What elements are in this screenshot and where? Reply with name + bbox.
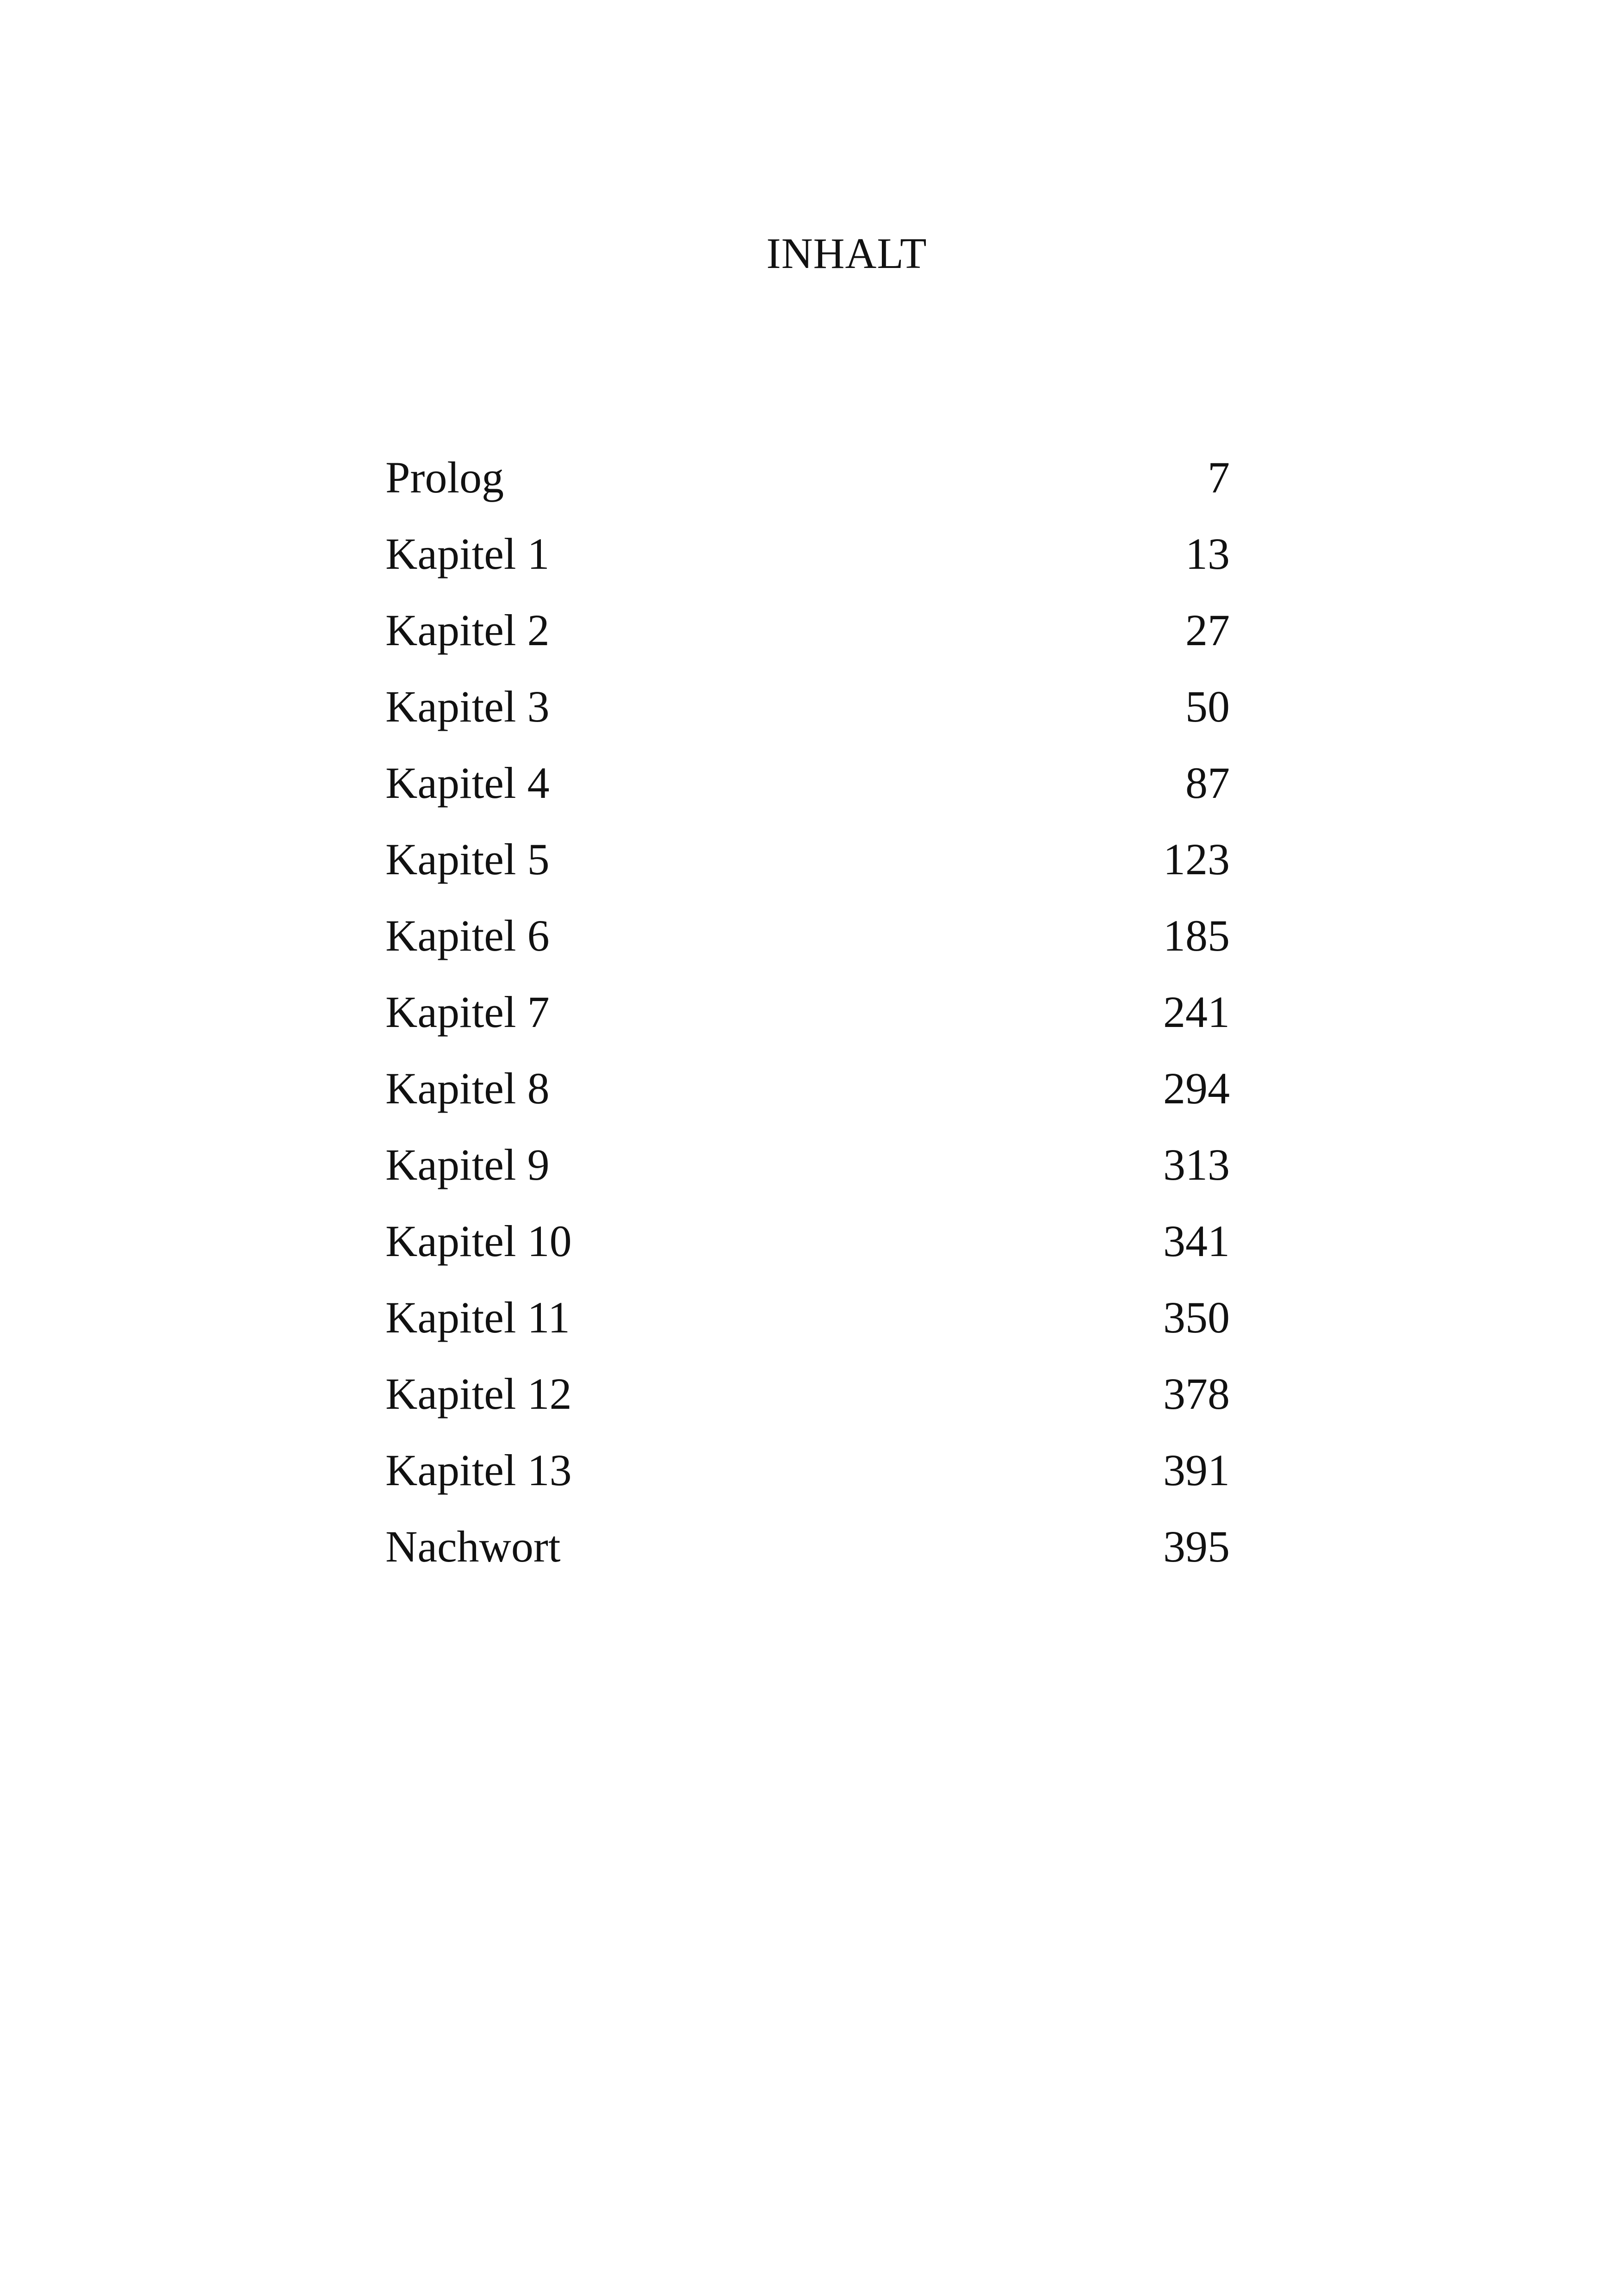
toc-entry-page: 378 xyxy=(1163,1369,1230,1419)
toc-entry-label: Kapitel 6 xyxy=(385,911,550,960)
toc-entry-label: Prolog xyxy=(385,453,504,502)
toc-entry-label: Nachwort xyxy=(385,1522,561,1571)
toc-entry-label: Kapitel 5 xyxy=(385,834,550,884)
toc-entry-page: 13 xyxy=(1185,529,1230,579)
toc-entry-page: 123 xyxy=(1163,834,1230,884)
toc-entry xyxy=(385,903,1230,980)
toc-entry-label: Kapitel 4 xyxy=(385,758,550,808)
toc-entry-label: Kapitel 11 xyxy=(385,1293,570,1342)
toc-entry-label: Kapitel 10 xyxy=(385,1216,572,1266)
toc-entry-label: Kapitel 7 xyxy=(385,987,550,1037)
toc-entry-page: 27 xyxy=(1185,605,1230,655)
toc-entry xyxy=(385,1056,1230,1132)
toc-entry xyxy=(385,1285,1230,1362)
toc-entry xyxy=(385,751,1230,827)
toc-entry-page: 241 xyxy=(1163,987,1230,1037)
toc-entry-page: 313 xyxy=(1163,1140,1230,1189)
toc-entry xyxy=(385,1132,1230,1209)
toc-entry xyxy=(385,1514,1230,1591)
toc-entry-page: 185 xyxy=(1163,911,1230,960)
toc-entry-label: Kapitel 9 xyxy=(385,1140,550,1189)
toc-entry-label: Kapitel 2 xyxy=(385,605,550,655)
page-title: INHALT xyxy=(766,230,927,278)
toc-entry-label: Kapitel 8 xyxy=(385,1064,550,1113)
toc-entry xyxy=(385,598,1230,674)
toc-entry-page: 391 xyxy=(1163,1445,1230,1495)
toc-entry-label: Kapitel 1 xyxy=(385,529,550,579)
toc-entry-label: Kapitel 12 xyxy=(385,1369,572,1419)
toc-entry-label: Kapitel 13 xyxy=(385,1445,572,1495)
toc-entry xyxy=(385,522,1230,598)
toc-entry xyxy=(385,674,1230,751)
toc-entry-page: 294 xyxy=(1163,1064,1230,1113)
toc-entry-page: 350 xyxy=(1163,1293,1230,1342)
toc-entry-page: 50 xyxy=(1185,682,1230,731)
toc-entry-page: 87 xyxy=(1185,758,1230,808)
table-of-contents xyxy=(385,445,1230,1591)
toc-entry xyxy=(385,1362,1230,1438)
toc-entry-label: Kapitel 3 xyxy=(385,682,550,731)
toc-entry-page: 341 xyxy=(1163,1216,1230,1266)
toc-entry xyxy=(385,1209,1230,1285)
toc-entry xyxy=(385,827,1230,903)
toc-entry xyxy=(385,1438,1230,1514)
toc-entry xyxy=(385,445,1230,522)
toc-entry xyxy=(385,980,1230,1056)
toc-entry-page: 7 xyxy=(1208,453,1230,502)
toc-entry-page: 395 xyxy=(1163,1522,1230,1571)
